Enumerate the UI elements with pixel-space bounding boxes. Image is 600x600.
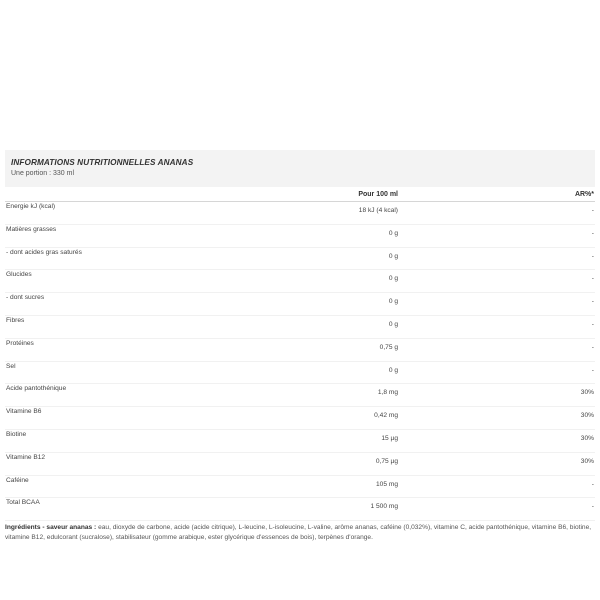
serving-size: Une portion : 330 ml bbox=[11, 170, 75, 177]
nutrient-name: Glucides bbox=[5, 270, 205, 293]
nutrient-name: Vitamine B12 bbox=[5, 452, 205, 475]
table-row bbox=[5, 452, 595, 475]
nutrient-value: 0,75 µg bbox=[205, 452, 398, 475]
table-row bbox=[5, 338, 595, 361]
nutrition-rows bbox=[5, 202, 595, 521]
column-header-nutrient bbox=[5, 187, 205, 202]
nutrient-value: 105 mg bbox=[205, 475, 398, 498]
nutrient-ar: 30% bbox=[398, 407, 595, 430]
nutrient-ar: - bbox=[398, 315, 595, 338]
table-row bbox=[5, 315, 595, 338]
table-row bbox=[5, 429, 595, 452]
nutrient-value: 0,42 mg bbox=[205, 407, 398, 430]
nutrient-value: 1 500 mg bbox=[205, 498, 398, 521]
nutrient-ar: - bbox=[398, 247, 595, 270]
table-row bbox=[5, 202, 595, 225]
nutrient-name: Acide pantothénique bbox=[5, 384, 205, 407]
nutrient-ar: 30% bbox=[398, 384, 595, 407]
nutrition-header bbox=[5, 150, 595, 187]
nutrient-ar: 30% bbox=[398, 452, 595, 475]
table-row bbox=[5, 247, 595, 270]
nutrient-value: 0 g bbox=[205, 293, 398, 316]
nutrient-ar: - bbox=[398, 475, 595, 498]
nutrient-name: Fibres bbox=[5, 315, 205, 338]
column-header-per-100ml: Pour 100 ml bbox=[205, 187, 398, 202]
nutrition-table bbox=[5, 187, 595, 521]
table-header-row bbox=[5, 187, 595, 202]
nutrient-name: Protéines bbox=[5, 338, 205, 361]
nutrient-name: Energie kJ (kcal) bbox=[5, 202, 205, 225]
nutrient-value: 18 kJ (4 kcal) bbox=[205, 202, 398, 225]
column-header-ar: AR%* bbox=[398, 187, 595, 202]
ingredients-label: Ingrédients - saveur ananas : bbox=[5, 524, 97, 532]
nutrition-panel bbox=[5, 150, 595, 542]
nutrient-ar: - bbox=[398, 270, 595, 293]
table-row bbox=[5, 475, 595, 498]
nutrient-ar: - bbox=[398, 293, 595, 316]
table-row bbox=[5, 407, 595, 430]
table-row bbox=[5, 384, 595, 407]
nutrient-value: 0,75 g bbox=[205, 338, 398, 361]
nutrient-value: 15 µg bbox=[205, 429, 398, 452]
nutrient-value: 1,8 mg bbox=[205, 384, 398, 407]
nutrient-name: Biotine bbox=[5, 429, 205, 452]
nutrient-name: Matières grasses bbox=[5, 224, 205, 247]
nutrient-value: 0 g bbox=[205, 315, 398, 338]
nutrient-ar: - bbox=[398, 361, 595, 384]
ingredients-list: eau, dioxyde de carbone, acide (acide citrique), L-leucine, L-isoleucine, L-valine, arôme ananas, caféine (0,032%), vitamine C, acide pantothénique, vitamine B6, biotine, vitamine B12, edulcorant (sucralose), stabilisateur (gomme arabique, ester glycérique d'essences de bois), terpènes d'orange. bbox=[5, 524, 592, 541]
nutrient-name: Caféine bbox=[5, 475, 205, 498]
nutrient-name: Total BCAA bbox=[5, 498, 205, 521]
nutrient-ar: - bbox=[398, 224, 595, 247]
nutrient-value: 0 g bbox=[205, 270, 398, 293]
table-row bbox=[5, 224, 595, 247]
nutrient-name: Sel bbox=[5, 361, 205, 384]
nutrient-name: - dont sucres bbox=[5, 293, 205, 316]
nutrient-ar: - bbox=[398, 498, 595, 521]
nutrition-title: INFORMATIONS NUTRITIONNELLES ANANAS bbox=[11, 158, 194, 167]
table-row bbox=[5, 293, 595, 316]
nutrient-ar: - bbox=[398, 202, 595, 225]
nutrient-ar: - bbox=[398, 338, 595, 361]
nutrient-ar: 30% bbox=[398, 429, 595, 452]
table-row bbox=[5, 270, 595, 293]
nutrient-value: 0 g bbox=[205, 224, 398, 247]
nutrient-name: - dont acides gras saturés bbox=[5, 247, 205, 270]
nutrient-value: 0 g bbox=[205, 361, 398, 384]
nutrient-value: 0 g bbox=[205, 247, 398, 270]
ingredients-text bbox=[5, 523, 595, 542]
table-row bbox=[5, 361, 595, 384]
nutrient-name: Vitamine B6 bbox=[5, 407, 205, 430]
table-row bbox=[5, 498, 595, 521]
